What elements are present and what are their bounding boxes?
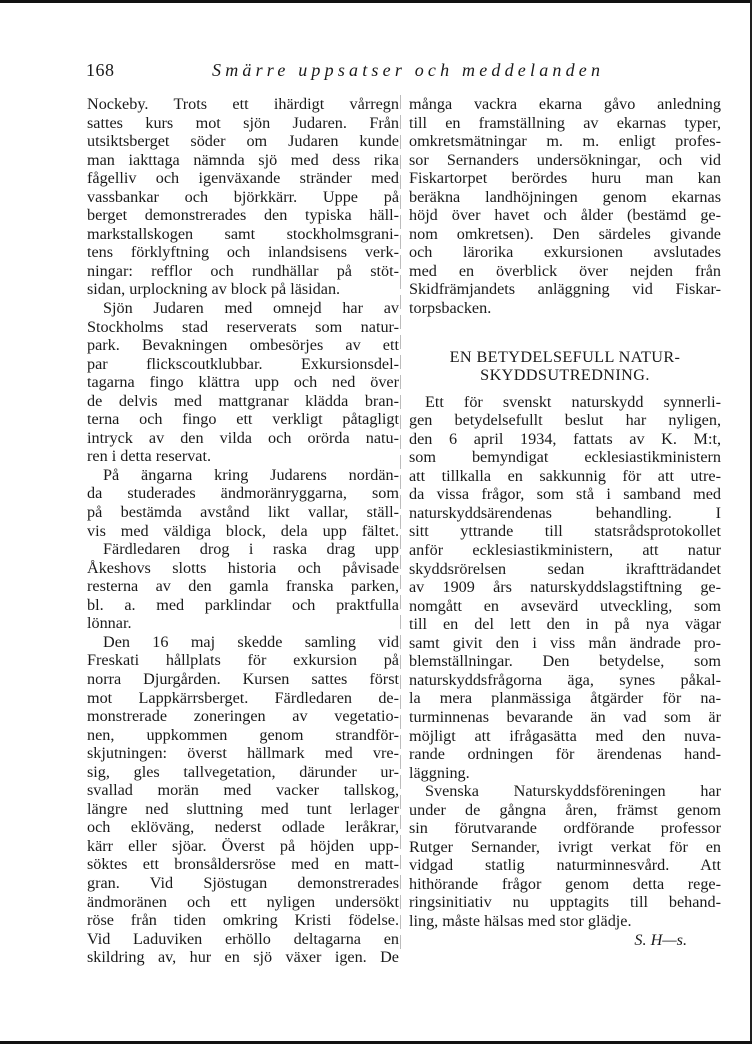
text-line: naturskyddsfrågorna äga, synes påkal- [409,670,721,689]
text-line: skildring av, hur en sjö växer igen. De [87,948,399,967]
text-line: sig, gles tallvegetation, därunder ur- [87,762,399,781]
text-line: omkretsmätningar m. m. enligt profes- [409,132,721,151]
text-line: vis med väldiga block, dela upp fältet. [87,521,399,540]
text-line: tagarna fingo klättra upp och ned över [87,373,399,392]
column-divider [400,95,401,955]
text-line: Fiskartorpet berördes huru man kan [409,169,721,188]
text-line: vidgad statlig naturminnesvård. Att [409,856,721,875]
text-line: rande ordningen för ärendenas hand- [409,745,721,764]
text-line: som bemyndigat ecklesiastikministern [409,448,721,467]
text-line: läggning. [409,763,470,782]
text-line: par flickscoutklubbar. Exkursionsdel- [87,354,399,373]
text-line: sidan, urplockning av block på läsidan. [87,280,341,299]
text-line: gran. Vid Sjöstugan demonstrerades [87,873,399,892]
text-line: samt givit den i viss mån ändrade pro- [409,633,721,652]
text-line: På ängarna kring Judarens nordän- [103,465,399,484]
text-line: Sjön Judaren med omnejd har av [103,299,399,318]
text-line: turminnenas bevarande än vad som är [409,707,721,726]
text-line: Skidfrämjandets anläggning vid Fiskar- [409,280,721,299]
text-line: da vissa frågor, som stå i samband med [409,485,721,504]
article-heading [409,348,721,385]
previous-article-continuation [409,95,721,318]
text-line: skyddsrörelsen sedan ikraftträdandet [409,559,721,578]
text-line: monstrerade zoneringen av vegetatio- [87,707,399,726]
text-line: med en överblick över nejden från [409,261,721,280]
text-line: tens förklyftning och inlandsisens verk- [87,243,399,262]
text-line: under de gångna åren, främst genom [409,800,721,819]
article-heading-line-1: EN BETYDELSEFULL NATUR- [449,347,681,366]
text-line: norra Djurgården. Kursen sattes först [87,669,399,688]
text-line: söktes ett bronsåldersröse med en matt- [87,855,399,874]
text-line: och lärorika exkursionen avslutades [409,243,721,262]
text-line: Stockholms stad reserverats som natur- [87,317,399,336]
text-line: de delvis med mattgranar klädda bran- [87,391,399,410]
text-line: sin förutvarande ordförande professor [409,819,721,838]
text-line: sitt yttrande till statsrådsprotokollet [409,522,721,541]
article-signature: S. H—s. [634,930,687,949]
text-line: möjligt att ifrågasätta med den nuva- [409,726,721,745]
left-column [87,95,399,967]
text-line: resterna av den gamla franska parken, [87,577,399,596]
text-line: ren i detta reservat. [87,447,212,466]
right-column [409,95,721,949]
text-line: höjd över havet och ålder (bestämd ge- [409,206,721,225]
text-line: naturskyddsärendenas behandling. I [409,503,721,522]
text-line: nen, uppkommen genom strandför- [87,725,399,744]
text-line: svallad morän med vacker tallskog, [87,781,399,800]
text-line: till en del lett den in på nya vägar [409,615,721,634]
text-line: att tillkalla en sakkunnig för att utre- [409,466,721,485]
text-line: intryck av den vilda och orörda natu- [87,428,399,447]
text-line: hithörande frågor genom detta rege- [409,874,721,893]
text-line: markstallskogen samt stockholmsgrani- [87,224,399,243]
text-line: Åkeshovs slotts historia och påvisade [87,558,399,577]
text-line: park. Bevakningen ombesörjes av ett [87,336,399,355]
running-title: Smärre uppsatser och meddelanden [212,60,605,80]
text-line: lönnar. [87,614,132,633]
page-header [86,60,716,84]
text-line: Den 16 maj skedde samling vid [103,632,399,651]
text-line: ningar: refflor och rundhällar på stöt- [87,261,399,280]
article-body [409,393,721,931]
text-line: nomgått en avsevärd utveckling, som [409,596,721,615]
text-line: längre ned sluttning med tunt lerlager [87,799,399,818]
text-line: beräkna landhöjningen genom ekarnas [409,187,721,206]
text-line: ändmoränen och ett nyligen undersökt [87,892,399,911]
text-line: Nockeby. Trots ett ihärdigt vårregn [87,95,399,113]
text-line: av 1909 års naturskyddslagstiftning ge- [409,578,721,597]
text-line: Färdledaren drog i raska drag upp [103,540,399,559]
text-line: utsiktsberget söder om Judaren kunde [87,132,399,151]
text-line: kärr eller sjöar. Överst på höjden upp- [87,836,399,855]
text-line: och eklöväng, nederst odlade leråkrar, [87,818,399,837]
text-line: fågelliv och igenväxande stränder med [87,169,399,188]
text-line: la mera planmässiga åtgärder för na- [409,689,721,708]
text-line: Ett för svenskt naturskydd synnerli- [425,392,721,411]
text-line: Vid Laduviken erhöllo deltagarna en [87,929,399,948]
text-line: terna och fingo ett verkligt påtagligt [87,410,399,429]
scan-top-edge [0,0,752,3]
text-line: da studerades ändmoränryggarna, som [87,484,399,503]
page-number: 168 [86,60,115,80]
text-line: blemställningar. Den betydelse, som [409,652,721,671]
text-line: den 6 april 1934, fattats av K. M:t, [409,429,721,448]
text-line: man iakttaga nämnda sjö med dess rika [87,150,399,169]
text-line: torpsbacken. [409,299,492,318]
text-line: röse från tiden omkring Kristi födelse. [87,911,399,930]
text-line: nom omkretsen). Den särdeles givande [409,224,721,243]
text-line: anför ecklesiastikministern, att natur [409,541,721,560]
text-line: till en framställning av ekarnas typer, [409,113,721,132]
text-line: Rutger Sernander, ivrigt verkat för en [409,837,721,856]
text-line: vassbankar och björkkärr. Uppe på [87,187,399,206]
text-line: bl. a. med parklindar och praktfulla [87,595,399,614]
text-line: Svenska Naturskyddsföreningen har [425,782,721,801]
text-line: ling, måste hälsas med stor glädje. [409,911,632,930]
text-line: gen betydelsefullt beslut har nyligen, [409,411,721,430]
text-line: ringsinitiativ nu upptagits till behand- [409,893,721,912]
text-line: mot Lappkärrsberget. Färdledaren de- [87,688,399,707]
text-line: skjutningen: överst hällmark med vre- [87,744,399,763]
article-heading-line-2: SKYDDSUTREDNING. [480,366,650,385]
text-line: sattes kurs mot sjön Judaren. Från [87,113,399,132]
text-line: på bestämda avstånd likt vallar, ställ- [87,503,399,522]
text-line: berget demonstrerades den typiska häll- [87,206,399,225]
text-line: sor Sernanders undersökningar, och vid [409,150,721,169]
text-line: Freskati hållplats för exkursion på [87,651,399,670]
text-line: många vackra ekarna gåvo anledning [409,95,721,113]
